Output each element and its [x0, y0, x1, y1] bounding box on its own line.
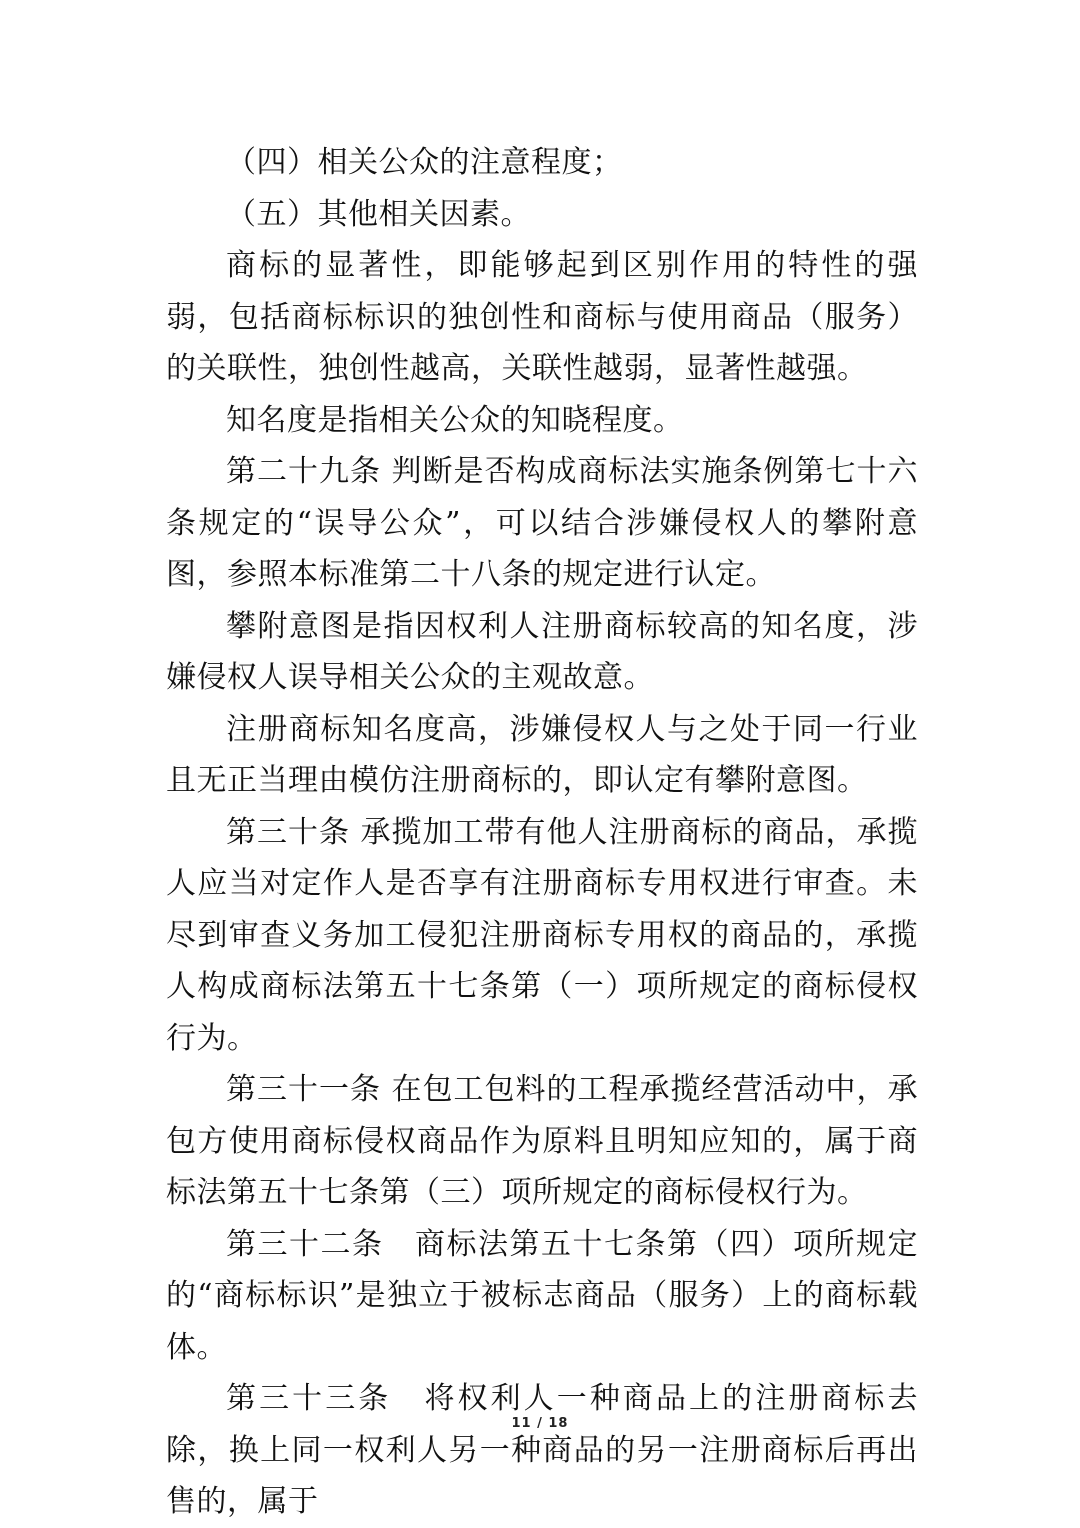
paragraph-article-30: 第三十条 承揽加工带有他人注册商标的商品，承揽人应当对定作人是否享有注册商标专用权进行审查。未尽到审查义务加工侵犯注册商标专用权的商品的，承揽人构成商标法第五十七条第（一）项所规定的商标侵权行为。	[166, 814, 918, 1056]
paragraph-item-5: （五）其他相关因素。	[226, 196, 531, 232]
paragraph-article-31: 第三十一条 在包工包料的工程承揽经营活动中，承包方使用商标侵权商品作为原料且明知应知的，属于商标法第五十七条第（三）项所规定的商标侵权行为。	[166, 1072, 918, 1210]
paragraph-intent-determination: 注册商标知名度高，涉嫌侵权人与之处于同一行业且无正当理由模仿注册商标的，即认定有攀附意图。	[166, 711, 918, 798]
paragraph-item-4: （四）相关公众的注意程度；	[226, 145, 623, 180]
document-body	[166, 137, 918, 1528]
paragraph-article-29: 第二十九条 判断是否构成商标法实施条例第七十六条规定的“误导公众”，可以结合涉嫌侵权人的攀附意图，参照本标准第二十八条的规定进行认定。	[166, 454, 918, 592]
paragraph-article-32: 第三十二条 商标法第五十七条第（四）项所规定的“商标标识”是独立于被标志商品（服务）上的商标载体。	[166, 1226, 918, 1365]
paragraph-intent-definition: 攀附意图是指因权利人注册商标较高的知名度，涉嫌侵权人误导相关公众的主观故意。	[166, 608, 918, 695]
page-number: 11 / 18	[511, 1416, 569, 1431]
paragraph-article-33: 第三十三条 将权利人一种商品上的注册商标去除，换上同一权利人另一种商品的另一注册商标后再出售的，属于	[166, 1381, 918, 1519]
paragraph-distinctiveness: 商标的显著性，即能够起到区别作用的特性的强弱，包括商标标识的独创性和商标与使用商品（服务）的关联性，独创性越高，关联性越弱，显著性越强。	[166, 248, 918, 386]
paragraph-reputation: 知名度是指相关公众的知晓程度。	[226, 402, 684, 438]
